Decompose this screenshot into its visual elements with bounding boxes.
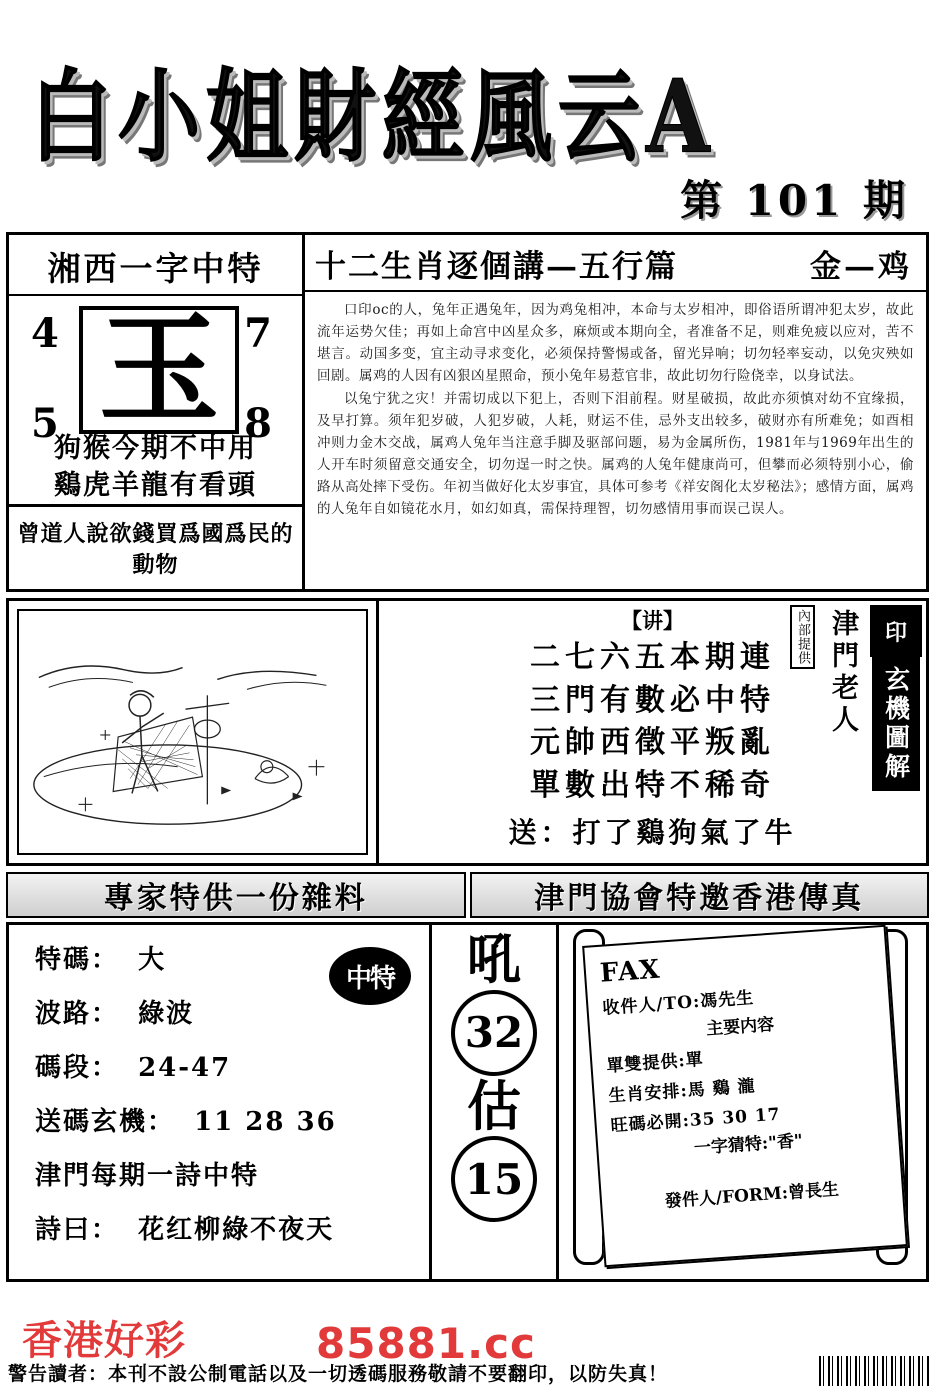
tip-label: 特碼： [35, 945, 120, 975]
fisherman-illustration [19, 611, 366, 853]
number-top-right: 7 [244, 310, 272, 357]
masthead [0, 0, 935, 232]
article-body [305, 292, 926, 527]
tip-label: 津門每期一詩中特 [35, 1161, 260, 1191]
fax-line-3: 旺碼必開:35 30 17 [610, 1104, 782, 1137]
watermark-site: 香港好彩 [22, 1317, 186, 1364]
section-banners [6, 872, 929, 918]
banner-hk-fax: 津門協會特邀香港傳真 [470, 872, 930, 918]
fax-title: FAX [599, 954, 662, 989]
issue-number: 第 101 期 [680, 176, 909, 225]
fax-sender: 發件人/FORM:曾長生 [664, 1179, 840, 1212]
tip-value: 綠波 [138, 999, 195, 1029]
verse-line: 二七六五本期連 [530, 640, 775, 675]
featured-character: 玉 [79, 306, 239, 434]
tip-row [35, 1047, 429, 1084]
panel-left-line-1: 狗猴今期不中用 [54, 433, 257, 465]
stamp-group [786, 605, 922, 791]
char-bottom: 估 [467, 1073, 521, 1138]
fax-cell [559, 925, 926, 1279]
char-top: 吼 [467, 927, 521, 991]
warning-text: 警告讀者：本刊不設公制電話以及一切透碼服務敬請不要翻印，以防失真！ [8, 1363, 669, 1385]
row-tips-fax [6, 922, 929, 1282]
tips-list [9, 925, 429, 1279]
number-bottom-left: 5 [31, 400, 59, 447]
tip-value: 大 [138, 945, 167, 975]
row-illustration-verse [6, 598, 929, 866]
footer [0, 1316, 935, 1388]
tip-row [35, 1101, 429, 1138]
stamp-author: 津門老人 [827, 609, 858, 737]
verse-line: 單數出特不稀奇 [530, 767, 775, 803]
article-paragraph: 口印oc的人，兔年正遇兔年，因为鸡兔相冲，本命与太岁相冲，即俗语所谓冲犯太岁，故此流年运势欠佳；再如上命宫中凶星众多，麻烦或本期向全，者准备不足，则难免疲以应对，苦不堪言。动国多变，宜主动寻求变化，必须保持警惕或备，留光异响；切勿轻率妄动，以免灾殃如回剧。属鸡的人因有凶狠凶星照命，预小兔年易惹官非，故此切勿行险侥幸，以身试法。 [317, 302, 914, 384]
internal-supply-label: 內部提供 [790, 605, 815, 669]
tip-row [35, 1209, 429, 1246]
panel-hunan-one-word [9, 235, 305, 589]
seal-icon: 印 [870, 605, 922, 657]
article-subtitle: 金—鸡 [810, 249, 912, 285]
tip-value: 花红柳綠不夜天 [138, 1215, 335, 1245]
verse-cell [379, 601, 926, 863]
illustration-cell [9, 601, 379, 863]
tip-label: 詩曰： [35, 1215, 120, 1245]
fax-recipient: 收件人/TO:馮先生 [601, 988, 755, 1019]
barcode [819, 1356, 929, 1386]
tip-label: 波路： [35, 999, 120, 1029]
tip-label: 碼段： [35, 1053, 120, 1083]
stamp-oval: 中特 [329, 947, 411, 1005]
fax-scroll [582, 925, 908, 1267]
verse-bonus-line: 送：打了鷄狗氣了牛 [508, 816, 797, 850]
circle-number-bottom: 15 [451, 1136, 537, 1222]
article-header [305, 235, 926, 292]
article-paragraph: 以兔宁犹之灾！并需切成以下犯上，否则下泪前程。财星破损，故此亦须慎对幼不宜缘损，及早打算。须年犯岁破，人犯岁破，人耗，财运不佳，忌外支出较多，破财亦有所难免；如酉相冲则力金木交战，属鸡人兔年当注意手脚及驱部问题，易为金属所伤，1981年与1969年出生的人开车时须留意交通安全，切勿逞一时之快。属鸡的人兔年健康尚可，但攀而必须特别小心，偷路从高处摔下受伤。年初当做好化太岁事宜，具体可参考《祥安阁化太岁秘法》；感情方面，属鸡的人兔年自如镜花水月，如幻如真，需保持理智，切勿感情用事而误己误人。 [317, 391, 914, 517]
fax-line-4: 一字猜特:"香" [693, 1131, 804, 1159]
verse-tag: 【讲】 [621, 608, 684, 633]
illustration-frame [17, 609, 368, 855]
number-top-left: 4 [31, 310, 59, 357]
tip-value: 11 28 36 [194, 1107, 337, 1137]
page-title: 白小姐財經風云A [30, 58, 716, 176]
watermark-domain: 85881.cc [316, 1319, 536, 1368]
row-top [6, 232, 929, 592]
circle-number-top: 32 [451, 990, 537, 1076]
article-title: 十二生肖逐個講—五行篇 [315, 249, 678, 285]
panel-left-footnote: 曾道人說欲錢買爲國爲民的動物 [9, 504, 302, 589]
verse-line: 三門有數必中特 [530, 682, 775, 718]
fax-line-2: 生肖安排:馬 鷄 瀧 [608, 1076, 757, 1107]
tip-row [35, 1155, 429, 1192]
panel-zodiac-article [305, 235, 926, 589]
lucky-number-block [9, 294, 302, 447]
stamp-mystic-diagram: 玄機圖解 [872, 657, 920, 791]
number-bottom-right: 8 [244, 400, 272, 447]
panel-left-line-2: 鷄虎羊龍有看頭 [54, 469, 257, 501]
verse-line: 元帥西徵平叛亂 [530, 725, 775, 761]
panel-left-title: 湘西一字中特 [47, 249, 264, 288]
fax-subject: 主要内容 [705, 1014, 775, 1040]
banner-expert-materials: 專家特供一份雜料 [6, 872, 466, 918]
tip-label: 送碼玄機： [35, 1107, 176, 1137]
number-column [429, 925, 559, 1279]
tip-value: 24-47 [138, 1053, 232, 1083]
fax-line-1: 單雙提供:單 [605, 1049, 705, 1077]
